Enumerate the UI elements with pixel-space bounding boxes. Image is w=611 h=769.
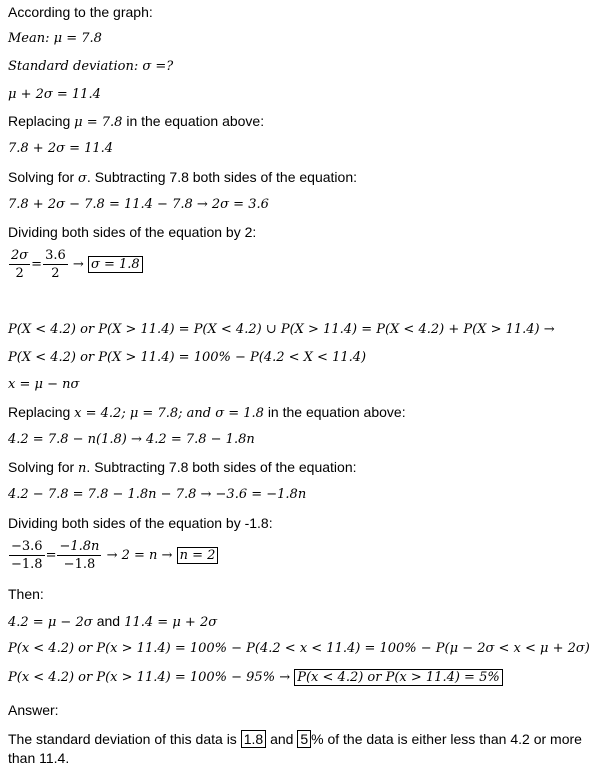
math-part bbox=[74, 115, 122, 130]
dividing-line: Dividing both sides of the equation by 2: bbox=[8, 224, 257, 240]
division-result bbox=[8, 247, 143, 282]
answer-box-probability: P(x < 4.2) or P(x > 11.4) = 5% bbox=[294, 669, 502, 686]
intro-line: According to the graph: bbox=[8, 4, 153, 20]
arrow: → bbox=[72, 257, 84, 272]
equals-sign: = bbox=[31, 257, 43, 272]
text-part: in the equation above: bbox=[267, 404, 406, 420]
numerator: −1.8n bbox=[59, 539, 100, 554]
text-part: in the equation above: bbox=[126, 113, 265, 129]
answer-sentence bbox=[8, 730, 606, 768]
equation-text: 4.2 − 7.8 = 7.8 − 1.8n − 7.8 → −3.6 = −1.8n bbox=[8, 487, 307, 502]
equation-mu-plus-2sigma bbox=[8, 85, 101, 105]
math-part bbox=[74, 406, 264, 421]
text-part: The standard deviation of this data is bbox=[8, 731, 237, 747]
substituted-equation bbox=[8, 139, 113, 159]
text-part: Solving for bbox=[8, 459, 75, 475]
denominator: 2 bbox=[15, 266, 24, 281]
fraction bbox=[9, 538, 45, 573]
answer-box-percent: 5 bbox=[297, 730, 311, 748]
denominator: 2 bbox=[51, 266, 60, 281]
answer-box-sigma: σ = 1.8 bbox=[88, 256, 143, 273]
math-n: n bbox=[78, 461, 87, 476]
math-mu: μ = 7.8 bbox=[74, 115, 123, 130]
solving-n-line bbox=[8, 457, 357, 479]
mean-line bbox=[8, 29, 102, 49]
equation-text: P(x < 4.2) or P(x > 11.4) = 100% − 95% → bbox=[8, 670, 291, 685]
answer-box-sd: 1.8 bbox=[241, 730, 266, 748]
equation-text: μ + 2σ = 11.4 bbox=[8, 87, 101, 102]
answer-box-n: n = 2 bbox=[177, 547, 219, 564]
numerator: −3.6 bbox=[11, 539, 43, 554]
probability-union-line bbox=[8, 320, 555, 340]
solving-sigma-line bbox=[8, 167, 357, 189]
equation-text: x = μ − nσ bbox=[8, 377, 80, 392]
n-subtraction-line bbox=[8, 485, 306, 505]
dividing-by-neg-line: Dividing both sides of the equation by -1.8: bbox=[8, 515, 273, 531]
math-sigma: σ bbox=[78, 171, 87, 186]
answer-label: Answer: bbox=[8, 702, 59, 718]
denominator: −1.8 bbox=[11, 557, 43, 572]
mean-text: Mean: μ = 7.8 bbox=[8, 31, 102, 46]
replacing-values-line bbox=[8, 402, 406, 424]
text-part: . Subtracting 7.8 both sides of the equation: bbox=[86, 169, 357, 185]
denominator: −1.8 bbox=[63, 557, 96, 572]
equation-text: P(x < 4.2) or P(x > 11.4) = 100% − P(4.2 < x < 11.4) = 100% − P(μ − 2σ < x < μ + 2σ) bbox=[8, 641, 590, 656]
numerator: 3.6 bbox=[45, 248, 66, 263]
probability-bounds-line bbox=[8, 639, 590, 659]
sd-text: Standard deviation: σ =? bbox=[8, 59, 174, 74]
equation-text: P(X < 4.2) or P(X > 11.4) = 100% − P(4.2 < X < 11.4) bbox=[8, 350, 367, 365]
sd-line bbox=[8, 57, 173, 77]
then-label: Then: bbox=[8, 586, 44, 602]
fraction bbox=[43, 247, 68, 282]
equation-text: 7.8 + 2σ = 11.4 bbox=[8, 141, 114, 156]
text-part: Replacing bbox=[8, 113, 71, 129]
and-text: and bbox=[96, 613, 121, 629]
equals-sign: = bbox=[45, 548, 57, 563]
n-division-result bbox=[8, 538, 218, 573]
text-part: Replacing bbox=[8, 404, 71, 420]
replacing-mu-line bbox=[8, 111, 264, 133]
n-equation-line bbox=[8, 430, 255, 450]
numerator: 2σ bbox=[11, 248, 29, 263]
upper-bound: 11.4 = μ + 2σ bbox=[124, 615, 218, 630]
implication: → 2 = n → bbox=[106, 548, 173, 563]
text-part: % of the data is either less than 4.2 or more than 11.4. bbox=[8, 731, 582, 766]
final-probability-line bbox=[8, 668, 503, 688]
equation-text: 7.8 + 2σ − 7.8 = 11.4 − 7.8 → 2σ = 3.6 bbox=[8, 197, 269, 212]
text-part: and bbox=[270, 731, 294, 747]
text-part: . Subtracting 7.8 both sides of the equation: bbox=[86, 459, 357, 475]
subtraction-equation bbox=[8, 195, 269, 215]
lower-bound: 4.2 = μ − 2σ bbox=[8, 615, 93, 630]
fraction bbox=[57, 538, 101, 573]
equation-text: 4.2 = 7.8 − n(1.8) → 4.2 = 7.8 − 1.8n bbox=[8, 432, 255, 447]
x-formula-line bbox=[8, 375, 79, 395]
fraction bbox=[9, 247, 30, 282]
text-part: Solving for bbox=[8, 169, 75, 185]
math-values: x = 4.2; μ = 7.8; and σ = 1.8 bbox=[74, 406, 264, 421]
probability-complement-line bbox=[8, 348, 366, 368]
math-part bbox=[78, 171, 87, 186]
equation-text: P(X < 4.2) or P(X > 11.4) = P(X < 4.2) ∪ P(X > 11.4) = P(X < 4.2) + P(X > 11.4) → bbox=[8, 322, 555, 337]
bounds-line bbox=[8, 611, 217, 633]
